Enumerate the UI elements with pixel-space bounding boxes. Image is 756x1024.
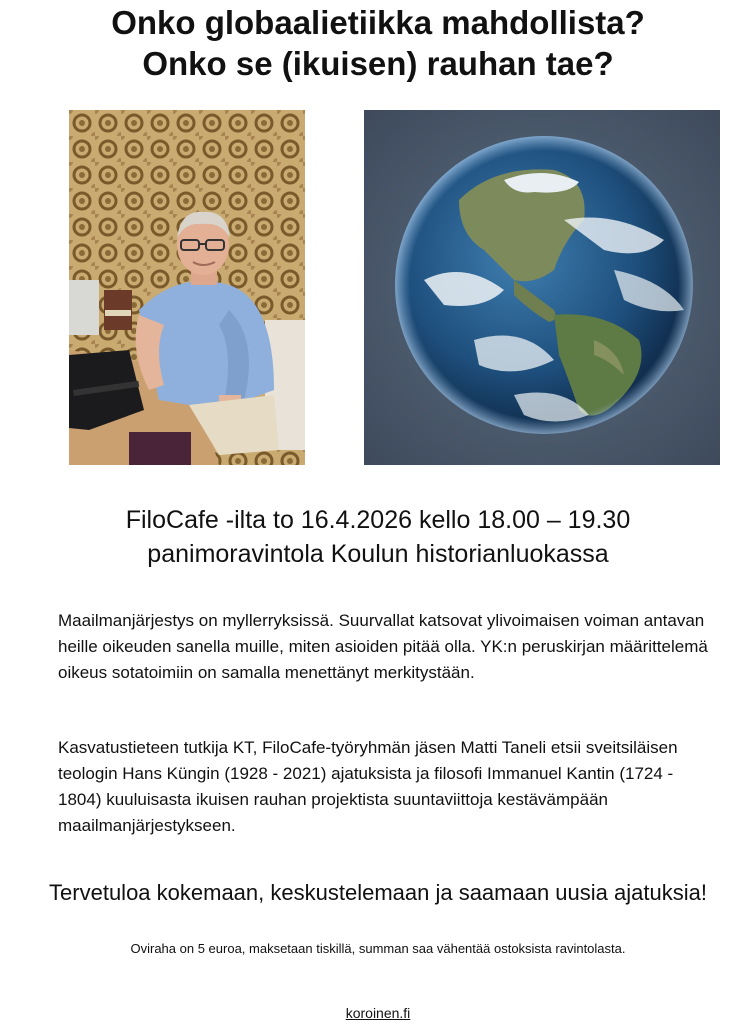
website-link-container xyxy=(0,1004,756,1022)
title-line-2: Onko se (ikuisen) rauhan tae? xyxy=(142,45,614,82)
intro-paragraph: Maailmanjärjestys on myllerryksissä. Suurvallat katsovat ylivoimaisen voiman antavan heille oikeuden sanella muille, miten asioiden pitää olla. YK:n peruskirjan määrittelemä oikeus sotatoimiin on samalla menettänyt merkitystään. xyxy=(58,611,708,682)
welcome-text: Tervetuloa kokemaan, keskustelemaan ja saamaan uusia ajatuksia! xyxy=(49,880,707,905)
speaker-paragraph: Kasvatustieteen tutkija KT, FiloCafe-työryhmän jäsen Matti Taneli etsii sveitsiläisen teologin Hans Küngin (1928 - 2021) ajatuksista ja filosofi Immanuel Kantin (1724 - 1804) kuuluisasta ikuisen rauhan projektista suuntaviittoja kestävämpään maailmanjärjestykseen. xyxy=(58,738,678,835)
title-line-1: Onko globaalietiikka mahdollista? xyxy=(111,4,645,41)
entry-fee-text: Oviraha on 5 euroa, maksetaan tiskillä, summan saa vähentää ostoksista ravintolasta. xyxy=(130,941,626,956)
portrait-photo xyxy=(69,110,305,465)
poster-title xyxy=(0,2,756,84)
earth-image xyxy=(364,110,720,465)
event-date-time: FiloCafe -ilta to 16.4.2026 kello 18.00 – 19.30 xyxy=(125,506,631,534)
event-details xyxy=(0,503,756,571)
website-link[interactable]: koroinen.fi xyxy=(345,1005,411,1021)
event-location: panimoravintola Koulun historianluokassa xyxy=(147,540,609,568)
